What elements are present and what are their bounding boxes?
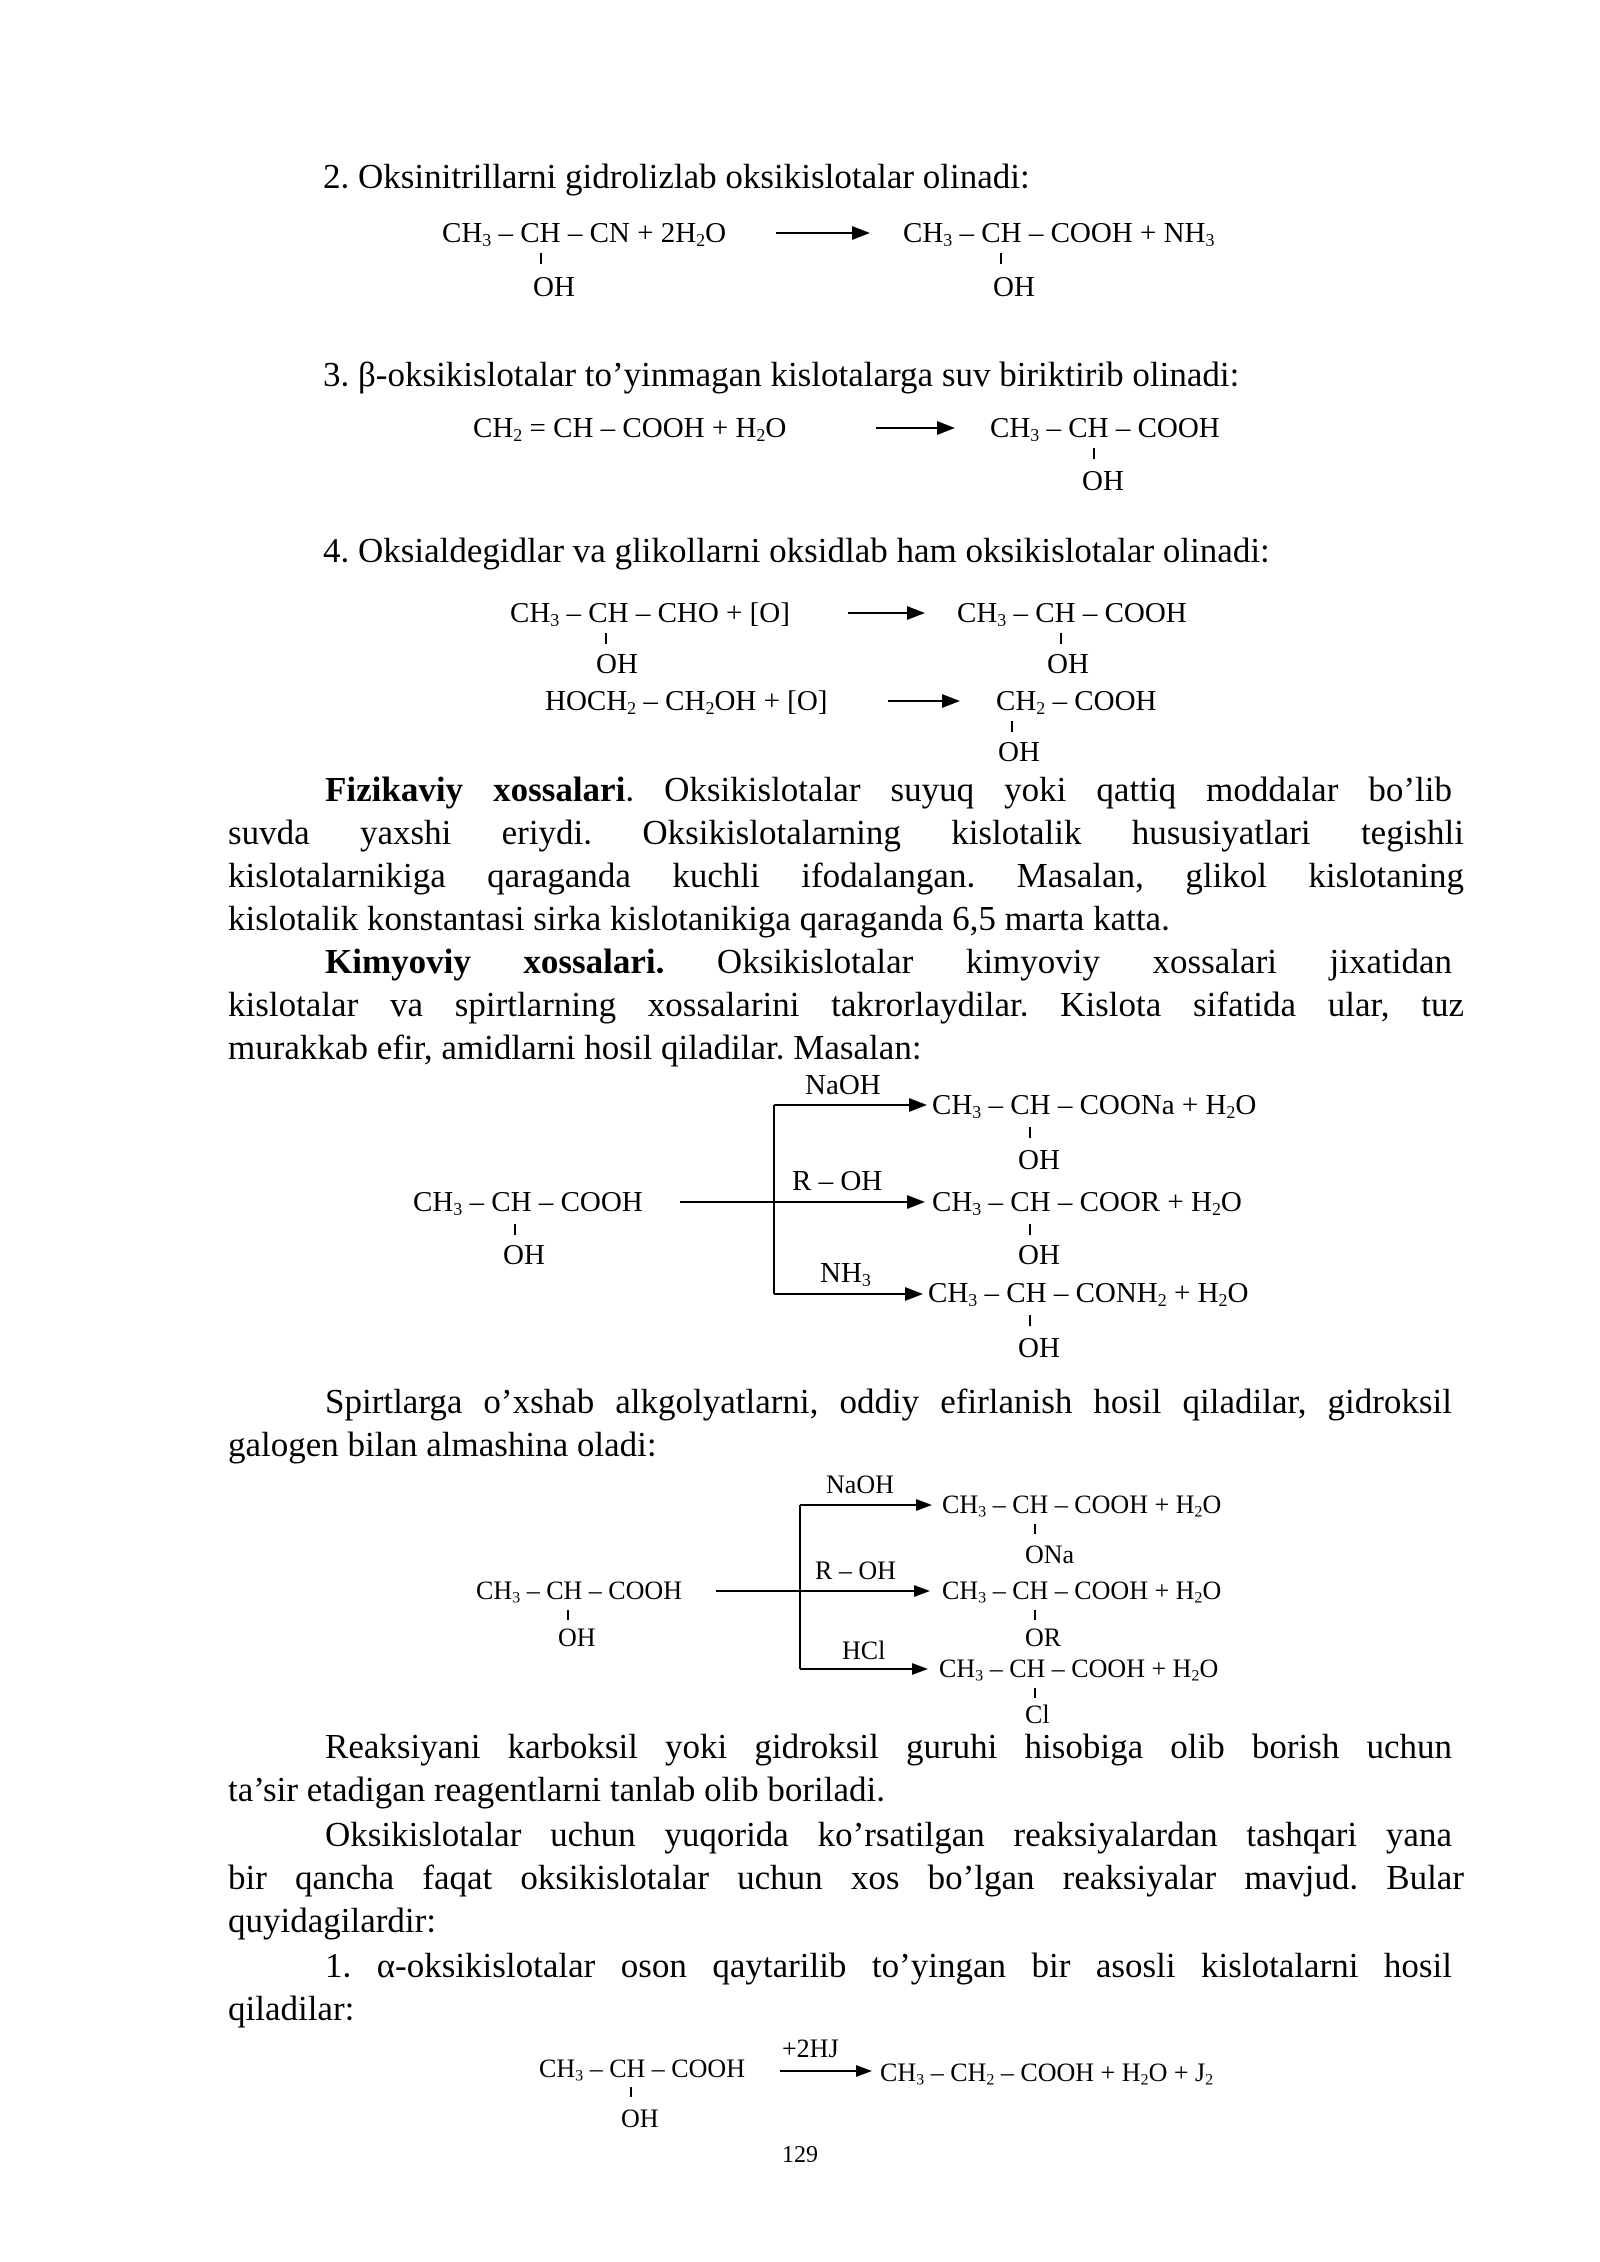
substituent-oh: OH [533, 271, 575, 303]
reagent-label: R – OH [792, 1165, 883, 1197]
substituent-oh: OH [1018, 1239, 1060, 1271]
heading-beta-oksikislotalar: 3. β-oksikislotalar to’yinmagan kislotalarga suv biriktirib olinadi: [323, 355, 1240, 394]
arrow-head [916, 1499, 932, 1511]
paragraph-line: Fizikaviy xossalari. Oksikislotalar suyuq yoki qattiq moddalar bo’lib [325, 770, 1452, 809]
product-formula: $CH_3 - CH_2$ – COOH + $H_2O + J_2$ [880, 2058, 1214, 2089]
arrow-head [942, 694, 960, 708]
product-formula: $CH_3$ – CH – COOH + $H_2O$ [942, 1490, 1222, 1521]
reagent-label: HCl [842, 1636, 886, 1665]
paragraph-line: quyidagilardir: [228, 1901, 437, 1940]
paragraph-line: suvda yaxshi eriydi. Oksikislotalarning kislotalik hususiyatlari tegishli [228, 813, 1464, 852]
formula-rhs: $CH_3$ – CH – COOH + $NH_3$ [903, 217, 1215, 250]
paragraph-line: kislotalar va spirtlarning xossalarini takrorlaydilar. Kislota sifatida ular, tuz [228, 985, 1464, 1024]
paragraph-line: galogen bilan almashina oladi: [228, 1425, 657, 1464]
substituent-oh: OH [596, 648, 638, 680]
formula-rhs: $CH_2$ – COOH [996, 685, 1157, 718]
substituent: ONa [1025, 1540, 1075, 1569]
reactant-formula: $CH_3$ – CH – COOH [413, 1186, 643, 1219]
formula-lhs: $CH_3$ – CH – CN + $2H_2O$ [442, 217, 727, 250]
reagent-label: NaOH [826, 1470, 894, 1499]
product-formula: $CH_3$ – CH – $CONH_2 + H_2O$ [928, 1277, 1249, 1310]
paragraph-line: kislotalarnikiga qaraganda kuchli ifodalangan. Masalan, glikol kislotaning [228, 856, 1464, 895]
bold-title: Fizikaviy xossalari [325, 770, 626, 809]
reagent-label: NaOH [805, 1069, 881, 1101]
paragraph-line: Spirtlarga o’xshab alkgolyatlarni, oddiy efirlanish hosil qiladilar, gidroksil [325, 1382, 1452, 1421]
paragraph-line: kislotalik konstantasi sirka kislotanikiga qaraganda 6,5 marta katta. [228, 899, 1170, 938]
arrow-head [852, 226, 870, 240]
substituent-oh: OH [503, 1239, 545, 1271]
substituent-oh: OH [558, 1623, 596, 1652]
heading-oksialdegidlar: 4. Oksialdegidlar va glikollarni oksidlab ham oksikislotalar olinadi: [323, 531, 1270, 570]
paragraph-line: Kimyoviy xossalari. Oksikislotalar kimyoviy xossalari jixatidan [325, 942, 1452, 981]
paragraph-line: ta’sir etadigan reagentlarni tanlab olib boriladi. [228, 1770, 885, 1809]
arrow-head [907, 606, 925, 620]
paragraph-line: qiladilar: [228, 1989, 355, 2028]
reactant-formula: $CH_3$ – CH – COOH [476, 1576, 682, 1607]
formula-rhs: $CH_3$ – CH – COOH [957, 597, 1187, 630]
arrow-head [907, 1195, 925, 1209]
heading-oksinitrillar: 2. Oksinitrillarni gidrolizlab oksikislotalar olinadi: [323, 157, 1030, 196]
formula-lhs: $CH_2$ = CH – COOH + $H_2O$ [473, 412, 787, 445]
reagent-label: +2HJ [782, 2034, 839, 2063]
product-formula: $CH_3$ – CH – COOH + $H_2O$ [942, 1576, 1222, 1607]
formula-lhs: $CH_3$ – CH – CHO + [O] [510, 597, 790, 630]
product-formula: $CH_3$ – CH – COONa + $H_2O$ [932, 1089, 1257, 1122]
paragraph-line: Reaksiyani karboksil yoki gidroksil guruhi hisobiga olib borish uchun [325, 1727, 1452, 1766]
product-formula: $CH_3$ – CH – COOR + $H_2O$ [932, 1186, 1242, 1219]
reactant-formula: $CH_3$ – CH – COOH [539, 2054, 745, 2085]
product-formula: $CH_3$ – CH – COOH + $H_2O$ [939, 1654, 1219, 1685]
substituent-oh: OH [1047, 648, 1089, 680]
page-number: 129 [782, 2142, 818, 2168]
arrow-head [856, 2065, 872, 2077]
arrow-head [914, 1585, 930, 1597]
substituent-oh: OH [993, 271, 1035, 303]
reagent-label: R – OH [815, 1556, 896, 1585]
arrow-head [909, 1098, 927, 1112]
arrow-head [905, 1287, 923, 1301]
formula-lhs: $HOCH_2 - CH_2OH + [O]$ [545, 685, 828, 718]
reagent-label: $NH_3$ [820, 1257, 871, 1290]
substituent: OR [1025, 1623, 1062, 1652]
paragraph-line: Oksikislotalar uchun yuqorida ko’rsatilgan reaksiyalardan tashqari yana [325, 1815, 1452, 1854]
paragraph-line: bir qancha faqat oksikislotalar uchun xos bo’lgan reaksiyalar mavjud. Bular [228, 1858, 1464, 1897]
substituent-oh: OH [998, 736, 1040, 768]
substituent: Cl [1025, 1700, 1050, 1729]
substituent-oh: OH [621, 2104, 659, 2133]
arrow-head [912, 1663, 928, 1675]
substituent-oh: OH [1082, 465, 1124, 497]
paragraph-line: murakkab efir, amidlarni hosil qiladilar. Masalan: [228, 1028, 922, 1067]
formula-rhs: $CH_3$ – CH – COOH [990, 412, 1220, 445]
bold-title: Kimyoviy xossalari. [325, 942, 665, 981]
arrow-head [937, 421, 955, 435]
paragraph-line: 1. α-oksikislotalar oson qaytarilib to’yingan bir asosli kislotalarni hosil [325, 1946, 1452, 1985]
substituent-oh: OH [1018, 1332, 1060, 1364]
substituent-oh: OH [1018, 1144, 1060, 1176]
